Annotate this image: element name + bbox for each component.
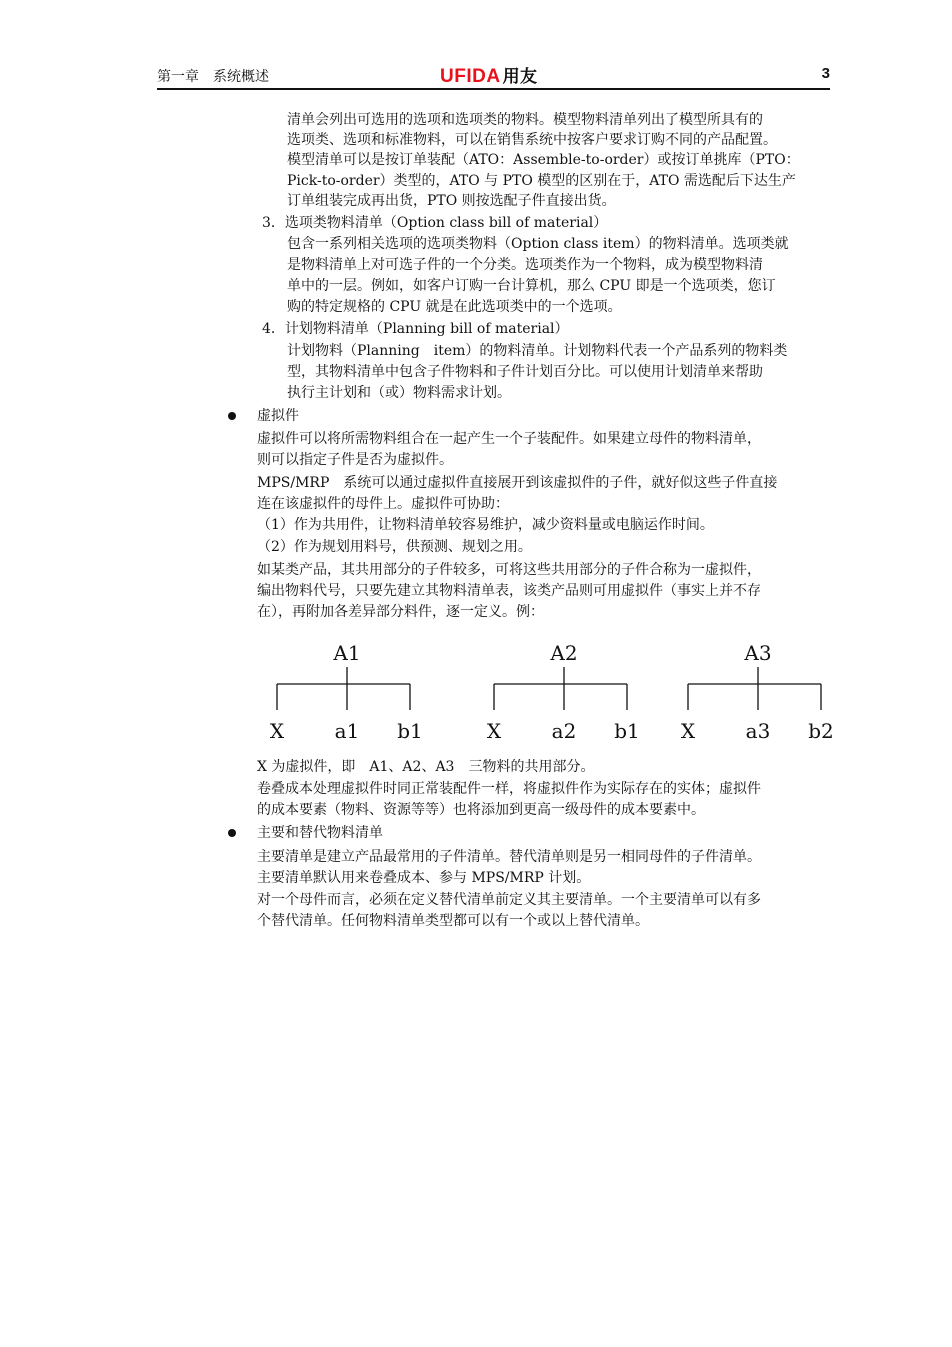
text-line: 编出物料代号，只要先建立其物料清单表，该类产品则可用虚拟件（事实上并不存	[257, 583, 761, 599]
logo-cn-text: 用友	[502, 67, 538, 86]
text-line: 在），再附加各差异部分料件，逐一定义。例：	[257, 604, 544, 620]
text-line: （1）作为共用件，让物料清单较容易维护，减少资料量或电脑运作时间。	[257, 517, 714, 533]
bullet-icon	[228, 412, 236, 420]
phantom-title: 虚拟件	[257, 408, 299, 424]
text-line: 主要清单默认用来卷叠成本、参与 MPS/MRP 计划。	[257, 870, 591, 886]
text-line: 虚拟件可以将所需物料组合在一起产生一个子装配件。如果建立母件的物料清单，	[257, 431, 761, 447]
text-line: 卷叠成本处理虚拟件时同正常装配件一样，将虚拟件作为实际存在的实体；虚拟件	[257, 781, 761, 797]
phantom-bom-diagram	[255, 638, 845, 750]
text-line: 的成本要素（物料、资源等等）也将添加到更高一级母件的成本要素中。	[257, 802, 705, 818]
section-heading-3: 3．选项类物料清单（Option class bill of material）	[262, 215, 608, 231]
text-line: 计划物料（Planning item）的物料清单。计划物料代表一个产品系列的物料类	[287, 343, 788, 359]
ufida-logo	[440, 62, 538, 88]
text-line: 购的特定规格的 CPU 就是在此选项类中的一个选项。	[287, 299, 622, 315]
bullet-icon	[228, 829, 236, 837]
tree-child-label: a3	[745, 719, 771, 743]
text-line: 清单会列出可选用的选项和选项类的物料。模型物料清单列出了模型所具有的	[287, 112, 763, 128]
text-line: 如某类产品，其共用部分的子件较多，可将这些共用部分的子件合称为一虚拟件，	[257, 562, 761, 578]
header-rule	[157, 88, 830, 90]
text-line: 是物料清单上对可选子件的一个分类。选项类作为一个物料，成为模型物料清	[287, 257, 763, 273]
tree-child-label: a1	[334, 719, 360, 743]
text-line: Pick-to-order）类型的，ATO 与 PTO 模型的区别在于，ATO 需选配后下达生产	[287, 173, 796, 189]
tree-child-label: a2	[551, 719, 577, 743]
text-line: 单中的一层。例如，如客户订购一台计算机，那么 CPU 即是一个选项类，您订	[287, 278, 776, 294]
tree-parent-label: A2	[550, 641, 578, 665]
text-line: 则可以指定子件是否为虚拟件。	[257, 452, 453, 468]
text-line: 主要清单是建立产品最常用的子件清单。替代清单则是另一相同母件的子件清单。	[257, 849, 761, 865]
text-line: 包含一系列相关选项的选项类物料（Option class item）的物料清单。选项类就	[287, 236, 789, 252]
tree-child-label: X	[486, 719, 502, 743]
text-line: 执行主计划和（或）物料需求计划。	[287, 385, 511, 401]
text-line: 选项类、选项和标准物料，可以在销售系统中按客户要求订购不同的产品配置。	[287, 132, 777, 148]
chapter-title: 第一章 系统概述	[157, 69, 269, 85]
text-line: X 为虚拟件，即 A1、A2、A3 三物料的共用部分。	[257, 759, 595, 775]
text-line: MPS/MRP 系统可以通过虚拟件直接展开到该虚拟件的子件，就好似这些子件直接	[257, 475, 778, 491]
text-line: 模型清单可以是按订单装配（ATO：Assemble-to-order）或按订单挑库（PTO：	[287, 152, 800, 168]
tree-child-label: X	[680, 719, 696, 743]
text-line: 个替代清单。任何物料清单类型都可以有一个或以上替代清单。	[257, 913, 649, 929]
main-alt-title: 主要和替代物料清单	[257, 825, 383, 841]
page-header	[157, 62, 830, 90]
tree-child-label: b1	[397, 719, 423, 743]
tree-parent-label: A1	[333, 641, 361, 665]
tree-child-label: b1	[614, 719, 640, 743]
text-line: 型，其物料清单中包含子件物料和子件计划百分比。可以使用计划清单来帮助	[287, 364, 763, 380]
text-line: 对一个母件而言，必须在定义替代清单前定义其主要清单。一个主要清单可以有多	[257, 892, 761, 908]
tree-child-label: X	[269, 719, 285, 743]
text-line: （2）作为规划用料号，供预测、规划之用。	[257, 539, 532, 555]
text-line: 订单组装完成再出货，PTO 则按选配子件直接出货。	[287, 193, 616, 209]
text-line: 连在该虚拟件的母件上。虚拟件可协助：	[257, 496, 509, 512]
page-number: 3	[821, 65, 830, 82]
section-heading-4: 4．计划物料清单（Planning bill of material）	[262, 321, 569, 337]
tree-parent-label: A3	[744, 641, 772, 665]
logo-text: UFIDA	[440, 66, 501, 87]
tree-child-label: b2	[808, 719, 834, 743]
